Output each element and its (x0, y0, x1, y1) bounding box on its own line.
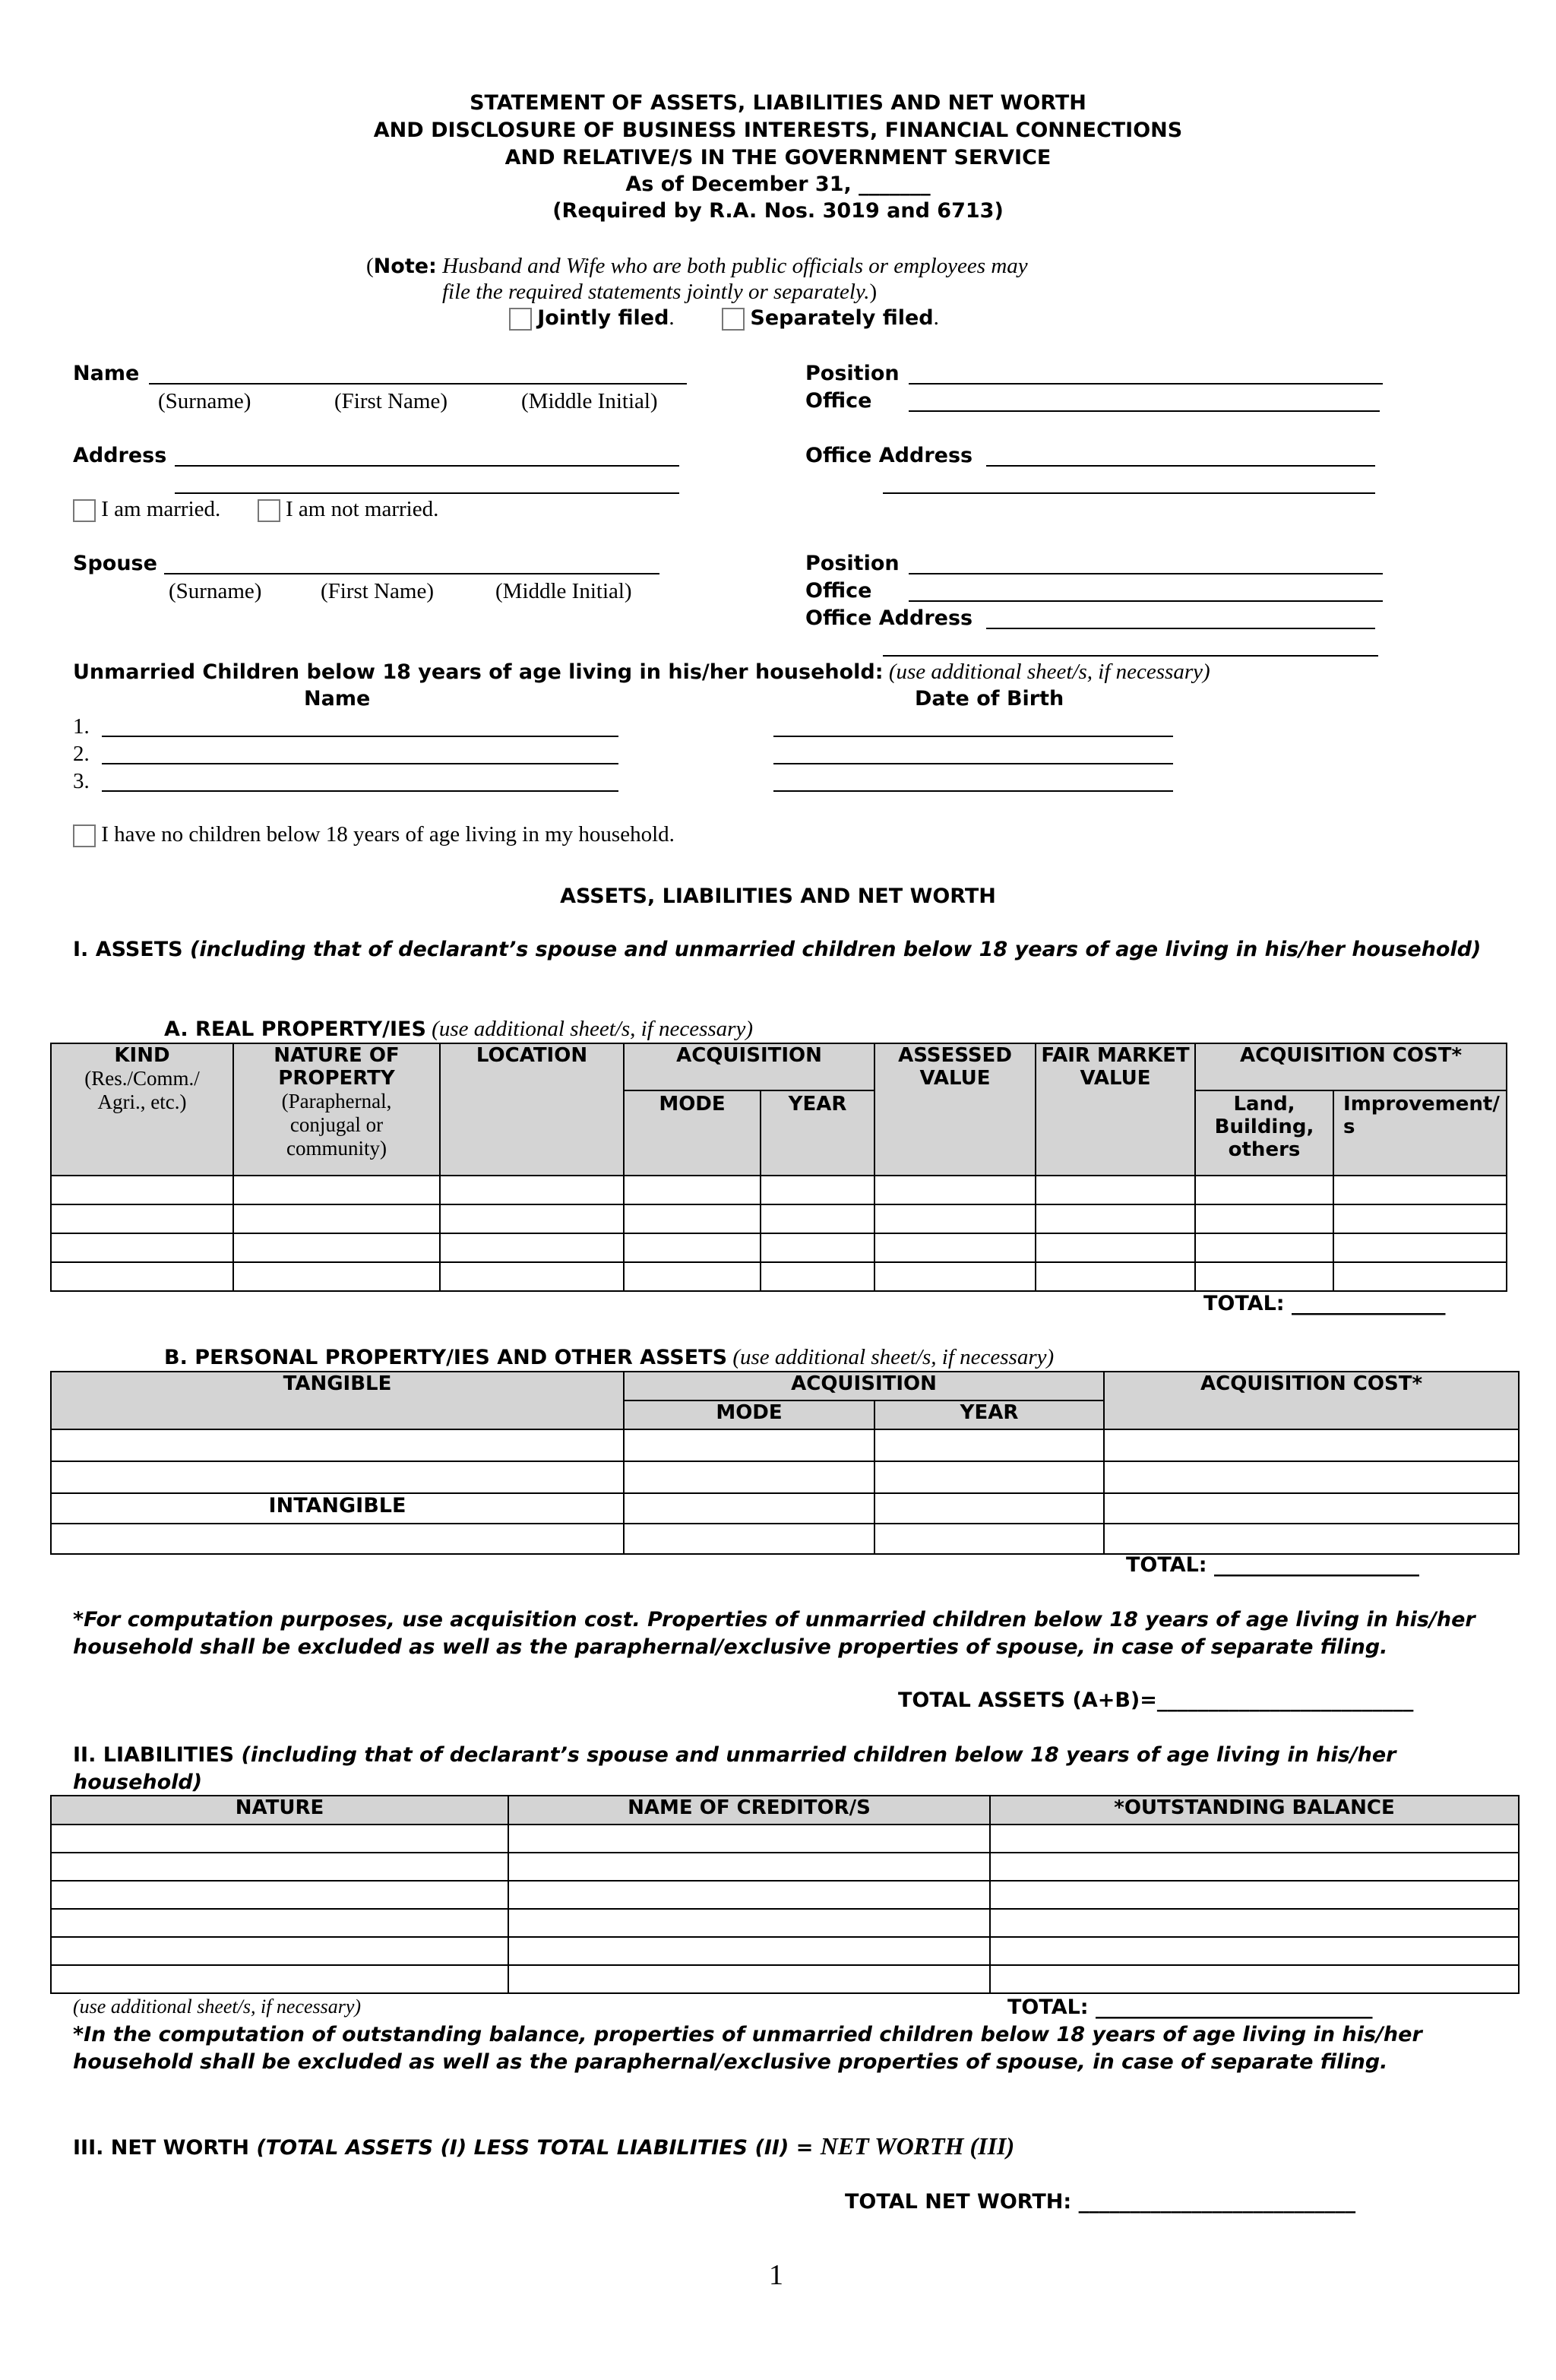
real-property-total: TOTAL: _______________ (1203, 1292, 1446, 1315)
form-title-line-1: STATEMENT OF ASSETS, LIABILITIES AND NET WORTH (470, 91, 1086, 115)
address-field[interactable] (175, 465, 679, 467)
liabilities-table (50, 1795, 1520, 1994)
personal-property-title: B. PERSONAL PROPERTY/IES AND OTHER ASSETS (use additional sheet/s, if necessary) (164, 1345, 1055, 1369)
office-label: Office (805, 389, 872, 413)
name-first-caption: (First Name) (334, 389, 448, 413)
fair-market-value-header: FAIR MARKET VALUE (1036, 1043, 1195, 1176)
acquisition-header: ACQUISITION (624, 1043, 874, 1090)
table-row (51, 1909, 1519, 1937)
liabilities-sheet-note: (use additional sheet/s, if necessary) (73, 1995, 362, 2018)
jointly-filed-label: Jointly filed (537, 306, 669, 330)
no-children-checkbox[interactable] (73, 824, 96, 847)
year-header: YEAR (761, 1090, 874, 1176)
personal-acquisition-cost-header: ACQUISITION COST* (1104, 1372, 1519, 1429)
jointly-filed-checkbox[interactable] (509, 308, 532, 331)
spouse-middle-caption: (Middle Initial) (495, 579, 632, 603)
married-checkbox[interactable] (73, 499, 96, 522)
no-children-option (73, 822, 675, 847)
personal-year-header: YEAR (874, 1400, 1104, 1429)
table-row (51, 1853, 1519, 1881)
total-net-worth: TOTAL NET WORTH: ___________________________ (845, 2190, 1356, 2214)
not-married-label: I am not married. (286, 497, 439, 521)
child-row-2-number: 2. (73, 742, 90, 766)
spouse-office-field[interactable] (909, 600, 1383, 602)
personal-mode-header: MODE (624, 1400, 874, 1429)
nature-header: NATURE OF PROPERTY (Paraphernal, conjugal or community) (233, 1043, 440, 1176)
office-address-field[interactable] (986, 465, 1375, 467)
section-title: ASSETS, LIABILITIES AND NET WORTH (560, 885, 996, 908)
table-row (51, 1524, 1519, 1554)
name-surname-caption: (Surname) (158, 389, 251, 413)
form-title-line-3: AND RELATIVE/S IN THE GOVERNMENT SERVICE (504, 146, 1052, 169)
outstanding-balance-header: *OUTSTANDING BALANCE (990, 1796, 1519, 1825)
married-label: I am married. (101, 497, 221, 521)
net-worth-heading: III. NET WORTH (TOTAL ASSETS (I) LESS TOTAL LIABILITIES (II) = NET WORTH (III) (73, 2132, 1015, 2160)
child-2-name-field[interactable] (102, 763, 618, 764)
table-row (51, 1825, 1519, 1853)
computation-note: *For computation purposes, use acquisition cost. Properties of unmarried children below 18 years of age living in his/her household shall be excluded as well as the paraphernal/exclusive properties of spouse, in case of separate filing. (73, 1608, 1475, 1659)
filing-type-options: Jointly filed. Separately filed. (509, 305, 939, 331)
no-children-label: I have no children below 18 years of age living in my household. (101, 822, 675, 847)
children-heading: Unmarried Children below 18 years of age living in his/her household: (use additional sheet/s, if necessary) (73, 660, 1210, 684)
child-3-name-field[interactable] (102, 790, 618, 792)
spouse-office-label: Office (805, 579, 872, 603)
table-row (51, 1429, 1519, 1461)
office-field[interactable] (909, 410, 1380, 412)
acquisition-cost-header: ACQUISITION COST* (1195, 1043, 1507, 1090)
spouse-office-address-field[interactable] (986, 628, 1375, 629)
mode-header: MODE (624, 1090, 761, 1176)
spouse-surname-caption: (Surname) (169, 579, 262, 603)
form-title-line-2: AND DISCLOSURE OF BUSINESS INTERESTS, FINANCIAL CONNECTIONS (373, 119, 1183, 142)
liabilities-total: TOTAL: ___________________________ (1007, 1995, 1373, 2019)
note-line-2: file the required statements jointly or separately.) (442, 280, 878, 304)
not-married-checkbox[interactable] (258, 499, 280, 522)
personal-acquisition-header: ACQUISITION (624, 1372, 1104, 1400)
creditor-header: NAME OF CREDITOR/S (508, 1796, 990, 1825)
personal-property-total: TOTAL: ____________________ (1126, 1553, 1419, 1577)
spouse-office-address-field-line-2[interactable] (883, 655, 1378, 657)
real-property-title: A. REAL PROPERTY/IES (use additional sheet/s, if necessary) (164, 1017, 753, 1041)
name-label: Name (73, 362, 140, 385)
assessed-value-header: ASSESSED VALUE (874, 1043, 1036, 1176)
table-row (51, 1461, 1519, 1493)
office-address-field-line-2[interactable] (883, 492, 1375, 494)
child-1-dob-field[interactable] (773, 736, 1173, 737)
real-property-table (50, 1043, 1507, 1292)
spouse-position-label: Position (805, 552, 900, 575)
table-row (51, 1937, 1519, 1965)
table-row (51, 1965, 1519, 1993)
table-row (51, 1176, 1507, 1204)
spouse-label: Spouse (73, 552, 157, 575)
address-field-line-2[interactable] (175, 492, 679, 494)
note-line-1: (Note: Husband and Wife who are both public officials or employees may (366, 254, 1028, 278)
table-row (51, 1493, 1519, 1524)
child-3-dob-field[interactable] (773, 790, 1173, 792)
table-row (51, 1233, 1507, 1262)
as-of-date-line: As of December 31, _______ (625, 172, 931, 196)
spouse-position-field[interactable] (909, 573, 1383, 574)
separately-filed-label: Separately filed (750, 306, 934, 330)
liabilities-heading: II. LIABILITIES (including that of declarant’s spouse and unmarried children below 18 years of age living in his/her household) (73, 1743, 1396, 1794)
name-field[interactable] (149, 383, 687, 385)
improvements-header: Improvement/ s (1333, 1090, 1507, 1176)
assets-heading: I. ASSETS (including that of declarant’s spouse and unmarried children below 18 years of age living in his/her household) (73, 938, 1482, 961)
tangible-header: TANGIBLE (51, 1372, 624, 1429)
spouse-name-field[interactable] (164, 573, 659, 574)
name-middle-caption: (Middle Initial) (521, 389, 658, 413)
table-row (51, 1204, 1507, 1233)
child-1-name-field[interactable] (102, 736, 618, 737)
personal-property-table (50, 1371, 1520, 1555)
position-field[interactable] (909, 383, 1383, 385)
children-dob-header: Date of Birth (915, 687, 1064, 711)
spouse-office-address-label: Office Address (805, 606, 973, 630)
child-2-dob-field[interactable] (773, 763, 1173, 764)
table-row (51, 1881, 1519, 1909)
legal-basis-line: (Required by R.A. Nos. 3019 and 6713) (552, 199, 1004, 223)
land-building-header: Land, Building, others (1195, 1090, 1333, 1176)
total-assets: TOTAL ASSETS (A+B)=_________________________ (898, 1688, 1414, 1712)
children-name-header: Name (304, 687, 371, 711)
spouse-first-caption: (First Name) (321, 579, 434, 603)
separately-filed-checkbox[interactable] (722, 308, 745, 331)
position-label: Position (805, 362, 900, 385)
location-header: LOCATION (440, 1043, 624, 1176)
page-number: 1 (769, 2259, 783, 2291)
child-row-3-number: 3. (73, 769, 90, 793)
liability-nature-header: NATURE (51, 1796, 508, 1825)
office-address-label: Office Address (805, 444, 973, 467)
table-row (51, 1262, 1507, 1291)
marital-status-options (73, 497, 438, 522)
liabilities-footnote: *In the computation of outstanding balance, properties of unmarried children below 18 years of age living in his/her household shall be excluded as well as the paraphernal/exclusive properties of spouse, in case of separate filing. (73, 2023, 1422, 2074)
child-row-1-number: 1. (73, 714, 90, 739)
intangible-label: INTANGIBLE (51, 1493, 624, 1524)
address-label: Address (73, 444, 167, 467)
kind-header: KIND (Res./Comm./ Agri., etc.) (51, 1043, 233, 1176)
